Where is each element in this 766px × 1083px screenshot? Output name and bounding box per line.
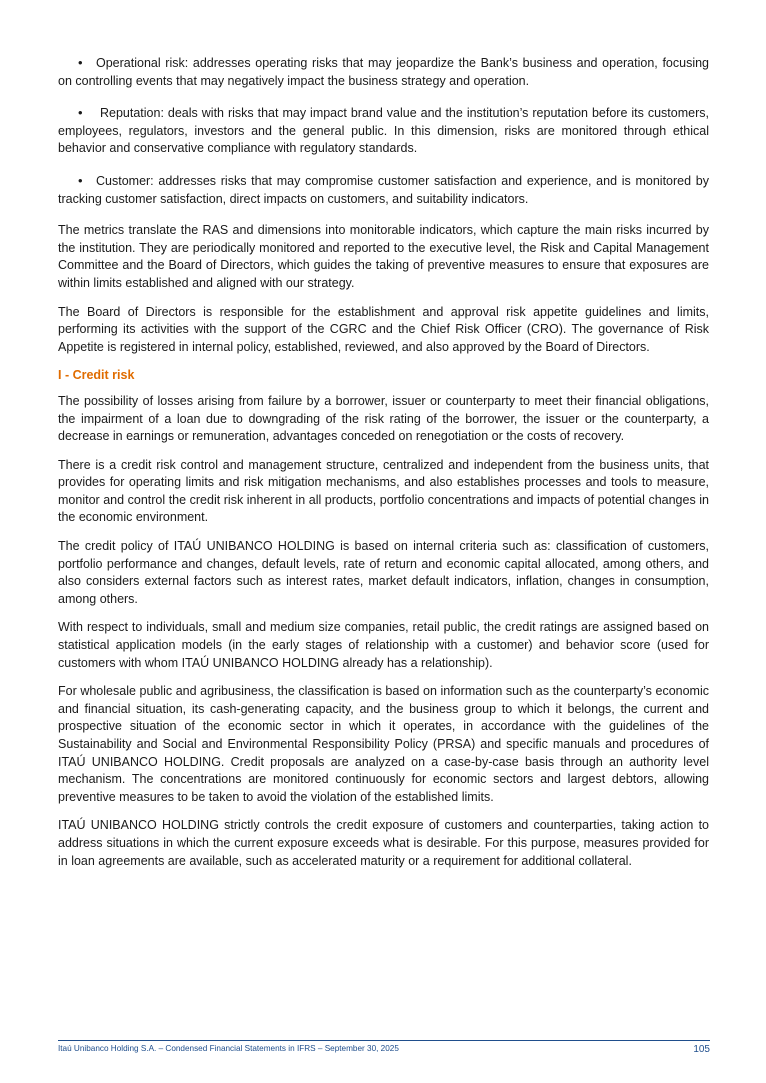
page-number: 105 [693, 1044, 710, 1055]
paragraph-wholesale-classification: For wholesale public and agribusiness, the classification is based on information such as the counterparty’s economic and financial situation, its cash-generating capacity, and the business group to which it belongs, the current and prospective situation of the economic sector in which it operates, in accordance with the guidelines of the Sustainability and Social and Environmental Responsibility Policy (PRSA) and specific manuals and procedures of ITAÚ UNIBANCO HOLDING. Credit proposals are analyzed on a case-by-case basis through an authority level mechanism. The concentrations are monitored continuously for economic sectors and largest debtors, allowing preventive measures to be taken to avoid the violation of the established limits. [58, 684, 709, 804]
bullet-icon: • [78, 55, 83, 70]
bullet-reputation [58, 104, 709, 158]
paragraph-control-structure: There is a credit risk control and management structure, centralized and independent from the business units, that provides for operating limits and risk mitigation mechanisms, and also establishes processes and tools to measure, monitor and control the credit risk inherent in all products, portfolio concentrations and impacts of potential changes in the economic environment. [58, 457, 709, 525]
bullet-customer [58, 172, 709, 208]
page-footer [58, 1040, 710, 1053]
bullet-text: Customer: addresses risks that may compromise customer satisfaction and experience, and is monitored by tracking customer satisfaction, direct impacts on customers, and suitability indicators. [58, 173, 709, 206]
paragraph-board-of-directors: The Board of Directors is responsible for the establishment and approval risk appetite guidelines and limits, performing its activities with the support of the CGRC and the Chief Risk Officer (CRO). The governance of Risk Appetite is registered in internal policy, established, reviewed, and also approved by the Board of Directors. [58, 304, 709, 354]
bullet-icon: • [78, 105, 83, 121]
paragraph-metrics: The metrics translate the RAS and dimensions into monitorable indicators, which capture the main risks incurred by the institution. They are periodically monitored and reported to the executive level, the Risk and Capital Management Committee and the Board of Directors, which guides the taking of preventive measures to ensure that exposures are within limits established and aligned with our strategy. [58, 223, 709, 290]
bullet-text: Reputation: deals with risks that may impact brand value and the institution’s reputation before its customers, employees, regulators, investors and the general public. In this dimension, risks are monitored through ethical behavior and conservative compliance with regulatory standards. [58, 106, 709, 156]
footer-text: Itaú Unibanco Holding S.A. – Condensed Financial Statements in IFRS – September 30, 2025 [58, 1044, 399, 1053]
paragraph-credit-risk-definition: The possibility of losses arising from failure by a borrower, issuer or counterparty to meet their financial obligations, the impairment of a loan due to downgrading of the risk rating of the borrower, the issuer or the counterparty, a decrease in earnings or remuneration, advantages conceded on renegotiation or the costs of recovery. [58, 393, 709, 444]
section-heading-credit-risk: I - Credit risk [58, 368, 135, 383]
paragraph-credit-policy: The credit policy of ITAÚ UNIBANCO HOLDING is based on internal criteria such as: classification of customers, portfolio performance and changes, default levels, rate of return and economic capital allocated, among others, and also considers external factors such as interest rates, market default indicators, inflation, changes in consumption, among others. [58, 539, 709, 606]
paragraph-individuals-ratings: With respect to individuals, small and medium size companies, retail public, the credit ratings are assigned based on statistical application models (in the early stages of relationship with a customer) and behavior score (used for customers with whom ITAÚ UNIBANCO HOLDING already has a relationship). [58, 620, 709, 670]
bullet-text: Operational risk: addresses operating risks that may jeopardize the Bank’s business and operation, focusing on controlling events that may negatively impact the business strategy and operation. [58, 56, 709, 88]
paragraph-credit-exposure-control: ITAÚ UNIBANCO HOLDING strictly controls the credit exposure of customers and counterparties, taking action to address situations in which the current exposure exceeds what is desirable. For this purpose, measures provided for in loan agreements are available, such as accelerated maturity or a requirement for additional collateral. [58, 818, 709, 868]
document-body [58, 54, 709, 881]
bullet-operational-risk [58, 54, 709, 90]
bullet-icon: • [78, 172, 83, 188]
